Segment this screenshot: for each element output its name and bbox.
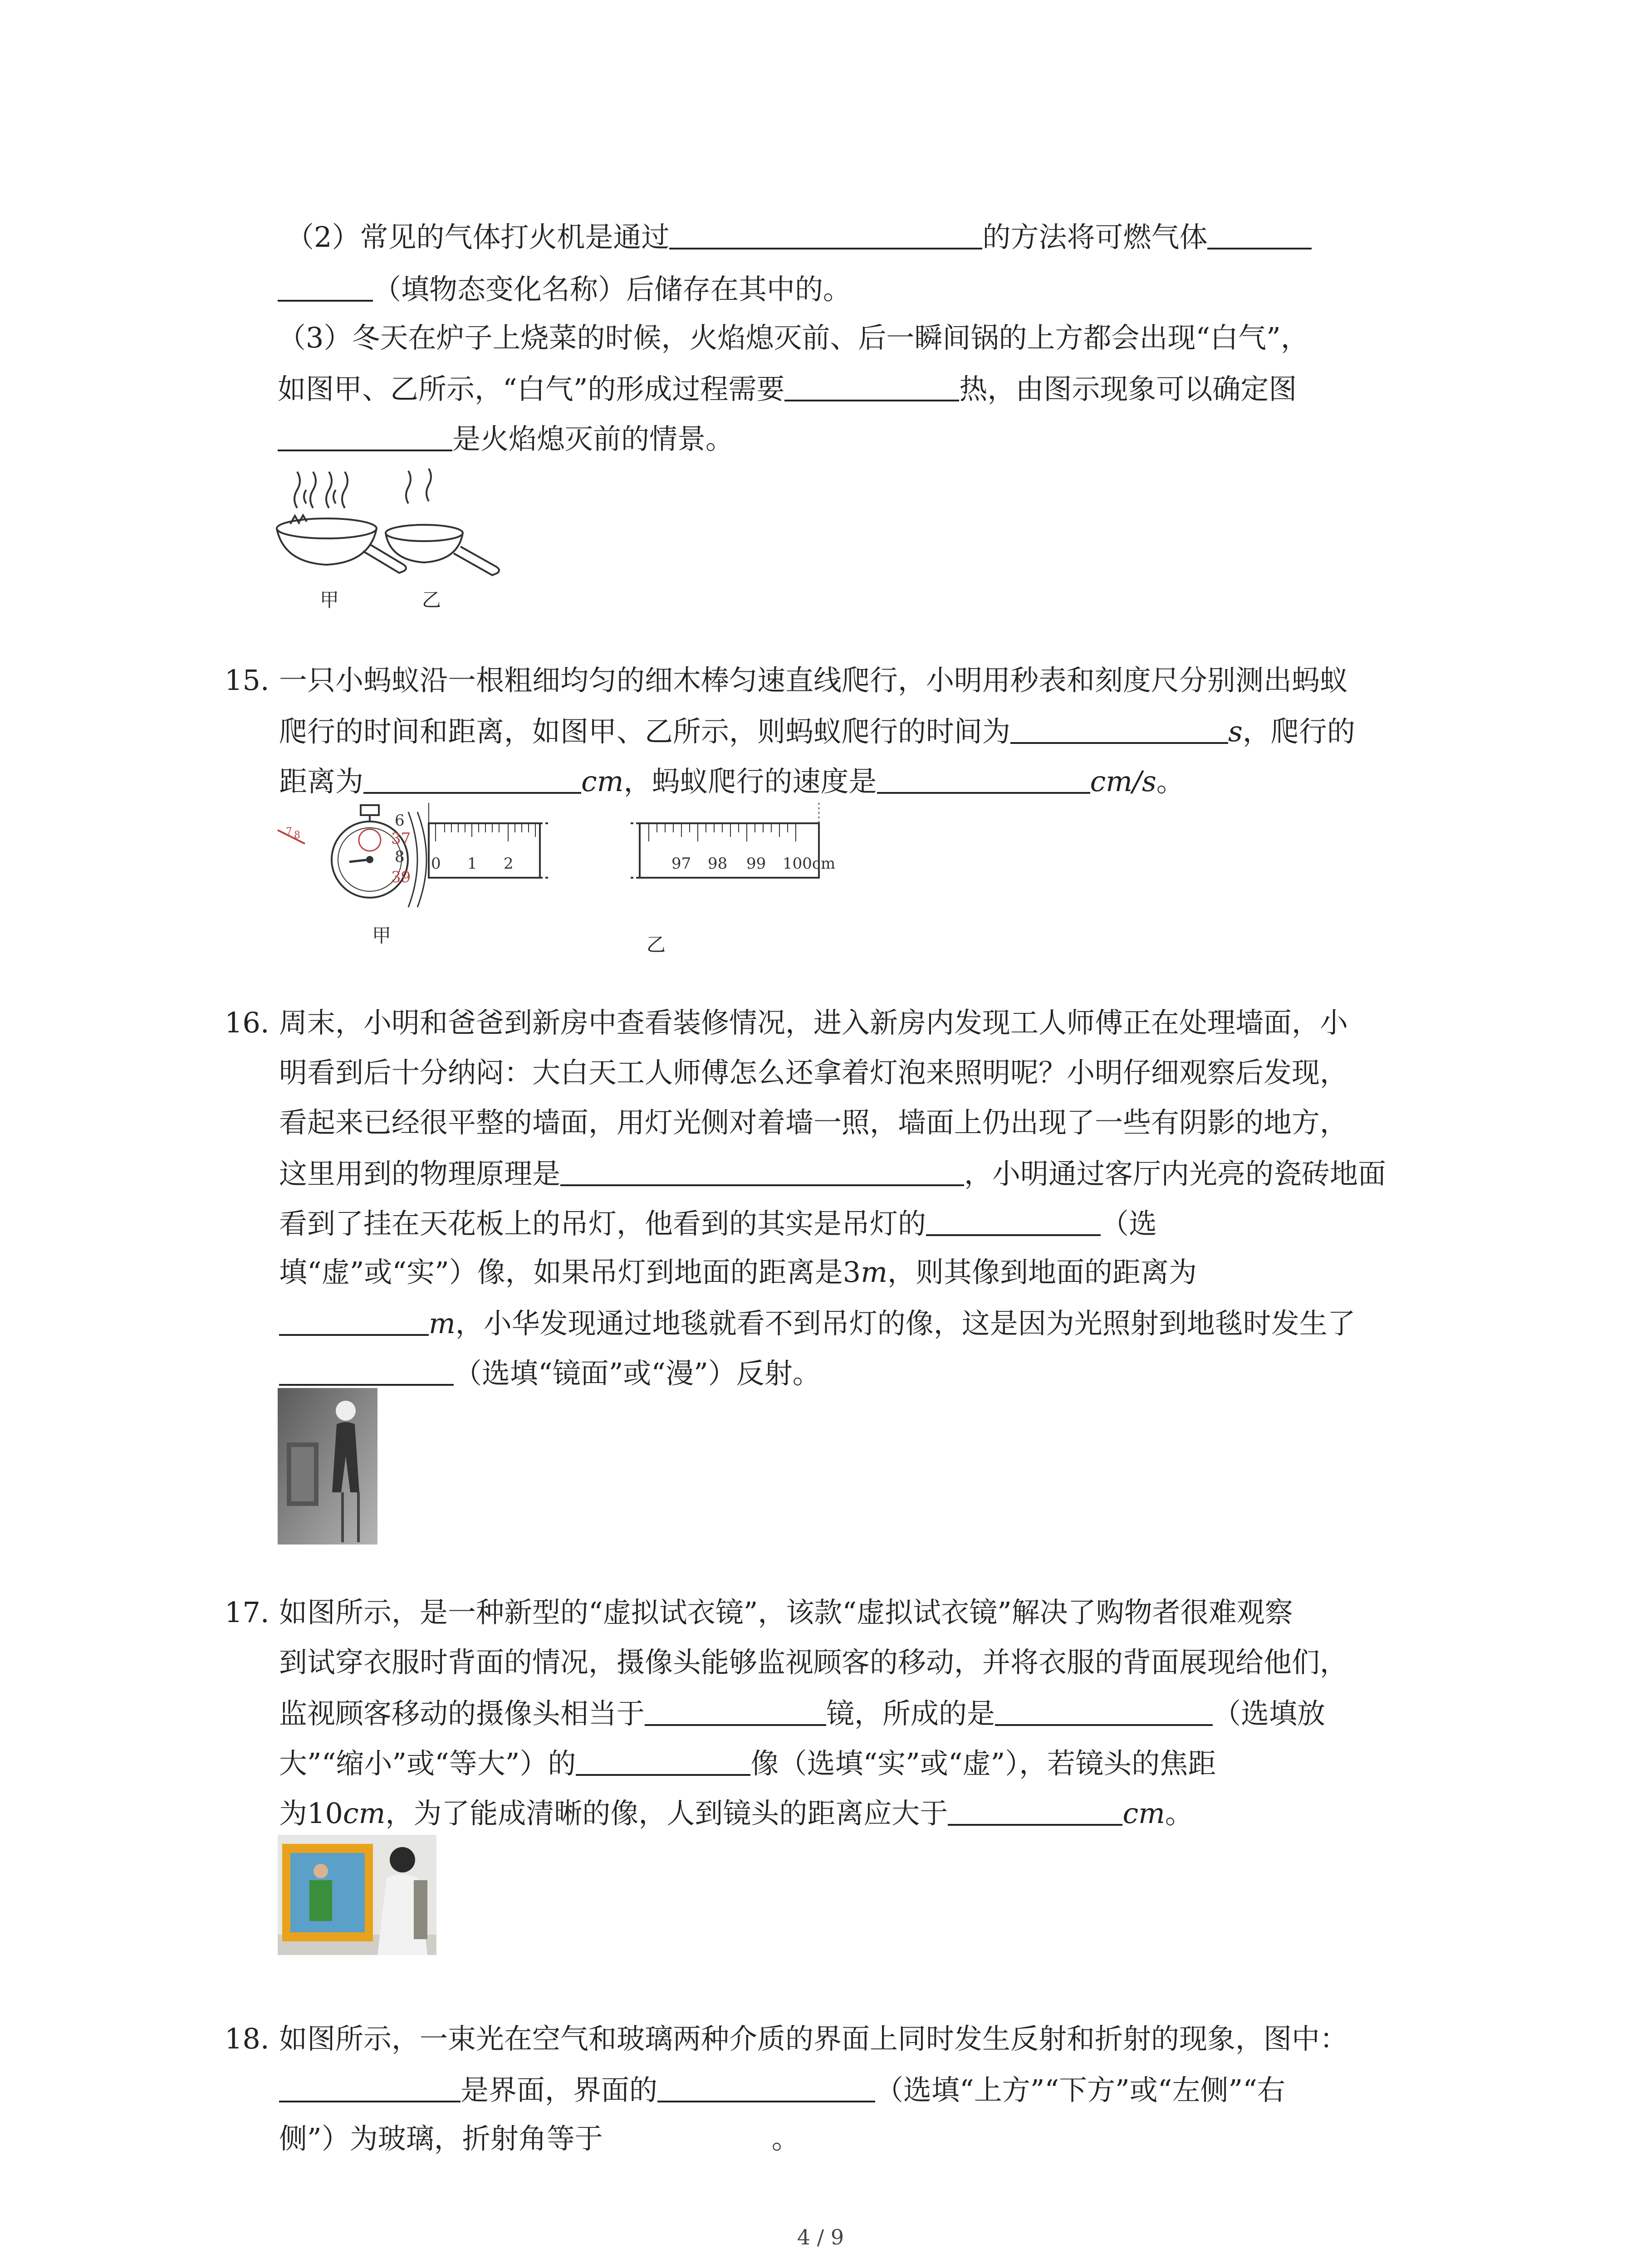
q14-blank-3[interactable] [784,370,959,401]
q17-blank-distance[interactable] [948,1794,1122,1826]
q17-line4 [279,1744,1216,1782]
stopwatch-num-8: 8 [395,848,405,866]
q15-line3 [279,762,1185,800]
q15-unit-s: s [1228,715,1243,748]
stopwatch-num-6: 6 [395,811,405,830]
stopwatch-small-7: 7 [286,826,292,837]
ruler-label-97: 97 [671,855,691,873]
q15-unit-cm: cm [581,765,624,798]
q17-text-4b: 像（选填“实”或“虚”），若镜头的焦距 [750,1747,1216,1780]
q14-fig-label-a: 甲 [320,589,339,611]
page-number: 4 / 9 [797,2225,844,2249]
q15-unit-cms: cm/s [1090,765,1156,798]
q17-text-5a: 为10 [279,1797,343,1830]
q18-text-1: 如图所示，一束光在空气和玻璃两种介质的界面上同时发生反射和折射的现象，图中： [279,2022,1348,2055]
q16-text-5b: （选 [1101,1207,1157,1240]
q16-text-5a: 看到了挂在天花板上的吊灯，他看到的其实是吊灯的 [279,1207,926,1240]
q15-text-2a: 爬行的时间和距离，如图甲、乙所示，则蚂蚁爬行的时间为 [279,715,1011,748]
q15-text-3c: 。 [1156,765,1185,798]
stopwatch-num-37: 37 [391,830,411,848]
stopwatch-small-8: 8 [294,830,300,841]
q17-unit-cm: cm [343,1797,386,1830]
q14-blank-2b[interactable] [278,270,373,302]
q14-p2-text-b: 的方法将可燃气体 [982,220,1208,254]
q16-text-6a: 填“虚”或“实”）像，如果吊灯到地面的距离是3 [279,1256,861,1289]
ruler-label-1: 1 [467,855,477,873]
q17-line1 [225,1594,1293,1631]
q17-blank-size[interactable] [995,1694,1213,1726]
q17-text-1: 如图所示，是一种新型的“虚拟试衣镜”，该款“虚拟试衣镜”解决了购物者很难观察 [279,1596,1293,1629]
q17-blank-lens[interactable] [645,1694,826,1726]
q16-line6 [279,1254,1197,1290]
ruler-label-98: 98 [708,855,728,873]
q16-line7 [279,1304,1356,1342]
ruler-label-99: 99 [746,855,766,873]
q15-text-3b: ，蚂蚁爬行的速度是 [623,765,877,798]
q17-text-3c: （选填放 [1213,1697,1326,1730]
q15-line1 [225,662,1348,699]
q18-text-2b: （选填“上方”“下方”或“左侧”“右 [875,2073,1285,2107]
q17-text-3a: 监视顾客移动的摄像头相当于 [279,1697,645,1730]
q16-line5 [279,1204,1157,1242]
q15-fig-label-a: 甲 [372,924,392,947]
q14-p2-text-c: （填物态变化名称）后储存在其中的。 [373,273,852,306]
q17-text-4a: 大”“缩小”或“等大”）的 [279,1747,576,1780]
q16-unit-m: m [861,1256,888,1289]
ruler-label-2: 2 [504,855,514,873]
q15-text-1: 一只小蚂蚁沿一根粗细均匀的细木棒匀速直线爬行，小明用秒表和刻度尺分别测出蚂蚁 [279,664,1348,697]
q17-blank-image[interactable] [576,1744,750,1776]
q15-blank-time[interactable] [1010,712,1228,744]
q17-line3 [279,1694,1325,1732]
q18-line1 [225,2021,1348,2057]
q16-blank-distance[interactable] [279,1304,429,1336]
q16-blank-reflection[interactable] [279,1354,454,1386]
q18-line2 [279,2071,1285,2108]
q16-line3: 看起来已经很平整的墙面，用灯光侧对着墙一照，墙面上仍出现了一些有阴影的地方， [279,1106,1348,1139]
q17-unit-cm2: cm [1122,1797,1165,1830]
q14-p2-text-a: （2）常见的气体打火机是通过 [286,220,670,254]
q17-text-5c: 。 [1165,1797,1193,1830]
q17-line2: 到试穿衣服时背面的情况，摄像头能够监视顾客的移动，并将衣服的背面展现给他们， [279,1646,1348,1679]
q16-line8 [279,1354,821,1392]
q15-number: 15. [225,664,269,697]
q16-blank-principle[interactable] [560,1154,964,1186]
q17-number: 17. [225,1596,269,1629]
q18-blank-interface[interactable] [279,2071,460,2102]
q14-blank-4[interactable] [278,420,452,451]
q14-blank-1[interactable] [669,218,982,249]
q16-text-4a: 这里用到的物理原理是 [279,1157,561,1190]
q14-p3-text-a: 如图甲、乙所示，“白气”的形成过程需要 [278,372,785,406]
q16-text-4b: ，小明通过客厅内光亮的瓷砖地面 [964,1157,1386,1190]
q14-p3-text-c: 是火焰熄灭前的情景。 [452,422,734,455]
q14-p3-line1: （3）冬天在炉子上烧菜的时候，火焰熄灭前、后一瞬间锅的上方都会出现“白气”， [278,321,1309,354]
q16-unit-m2: m [429,1307,456,1340]
q15-text-3a: 距离为 [279,765,364,798]
q15-figure [272,803,862,912]
q16-text-7b: ，小华发现通过地毯就看不到吊灯的像，这是因为光照射到地毯时发生了 [455,1307,1356,1340]
q14-p3-line2 [278,370,1297,407]
q15-blank-distance[interactable] [363,762,581,794]
q15-text-2b: ，爬行的 [1242,715,1355,748]
q16-blank-image-type[interactable] [926,1204,1101,1236]
ruler-label-0: 0 [431,855,441,873]
q14-p3-line3 [278,420,734,457]
stopwatch-num-39: 39 [391,868,411,886]
q14-p2-line2 [278,270,851,308]
q16-line4 [279,1154,1386,1192]
q16-line2: 明看到后十分纳闷：大白天工人师傅怎么还拿着灯泡来照明呢？小明仔细观察后发现， [279,1056,1348,1089]
q16-number: 16. [225,1006,269,1039]
q14-p3-text-b: 热，由图示现象可以确定图 [959,372,1297,406]
q14-wok-figure [272,458,517,581]
q15-blank-speed[interactable] [877,762,1090,794]
q15-fig-label-b: 乙 [647,934,666,956]
q18-line3: 侧”）为玻璃，折射角等于 。 [279,2122,800,2155]
q16-worker-photo [278,1388,377,1545]
q16-text-6b: ，则其像到地面的距离为 [887,1256,1197,1289]
q16-text-1: 周末，小明和爸爸到新房中查看装修情况，进入新房内发现工人师傅正在处理墙面，小 [279,1006,1348,1039]
q15-line2 [279,712,1355,750]
q18-text-2a: 是界面，界面的 [460,2073,658,2107]
q17-line5 [279,1794,1193,1832]
q17-mirror-photo [278,1835,436,1955]
q14-fig-label-b: 乙 [422,589,441,611]
q14-blank-2a[interactable] [1207,218,1312,249]
q14-p2-line1 [286,218,1312,255]
q17-text-5b: ，为了能成清晰的像，人到镜头的距离应大于 [385,1797,948,1830]
q16-line1 [225,1005,1348,1041]
q17-text-3b: 镜，所成的是 [826,1697,995,1730]
ruler-label-100cm: 100cm [783,855,836,873]
q18-blank-side[interactable] [657,2071,875,2102]
q16-text-8: （选填“镜面”或“漫”）反射。 [454,1357,821,1390]
q18-number: 18. [225,2022,269,2055]
